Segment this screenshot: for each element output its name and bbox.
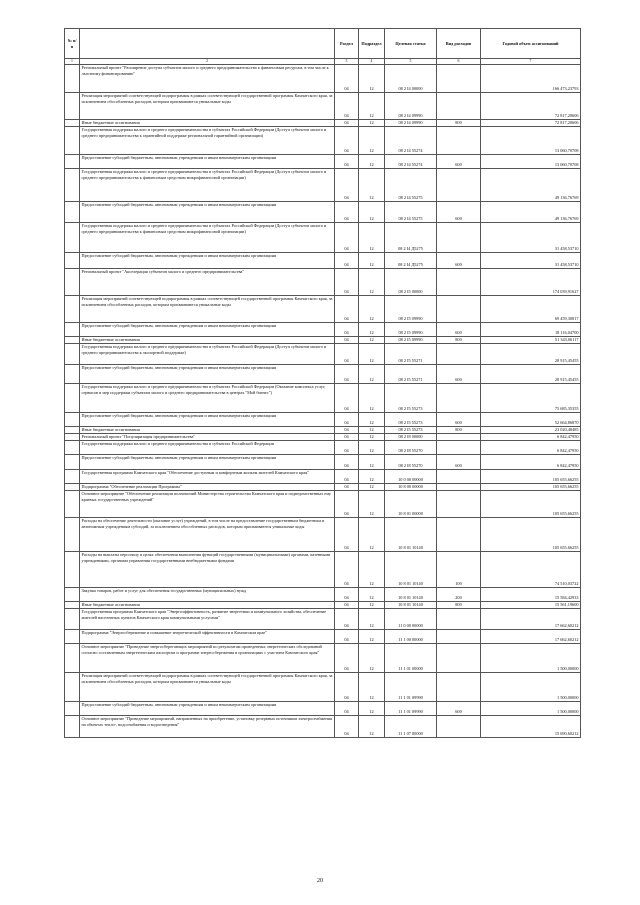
row-amount-cell: 6 842,47950 [481,455,581,470]
row-expense-type-cell: 600 [437,202,481,223]
row-name-cell: Предоставление субсидий бюджетным, автономным учреждениям и иным некоммерческим организациям [80,413,335,427]
row-number-cell [65,441,80,455]
page-number: 20 [317,878,323,884]
row-amount-cell: 174 039,91627 [481,269,581,296]
row-target-article-cell: 10 8 01 00000 [385,491,437,518]
row-target-article-cell: 08 2 I5 55271 [385,365,437,384]
row-section-cell: 04 [335,484,359,491]
row-section-cell: 04 [335,470,359,484]
row-section-cell: 04 [335,155,359,169]
row-amount-cell: 18 116,04700 [481,323,581,337]
table-row [65,269,581,296]
row-name-cell: Региональный проект "Расширение доступа субъектов малого и среднего предпринимательства к финансовым ресурсам, в том числе к льготному финансированию" [80,65,335,93]
table-row [65,384,581,413]
row-name-cell: Государственная программа Камчатского края "Энергоэффективность, развитие энергетики и коммунального хозяйства, обеспечение жителей населенных пунктов Камчатского края коммунальными услугами" [80,609,335,630]
row-name-cell: Иные бюджетные ассигнования [80,602,335,609]
row-subsection-cell: 12 [359,716,385,738]
row-number-cell [65,169,80,202]
row-target-article-cell: 11 0 00 00000 [385,609,437,630]
row-section-cell: 04 [335,491,359,518]
table-row [65,518,581,552]
row-subsection-cell: 12 [359,602,385,609]
header-name [80,29,335,59]
row-subsection-cell: 12 [359,127,385,155]
row-amount-cell: 6 842,47950 [481,441,581,455]
row-section-cell: 04 [335,630,359,644]
row-section-cell: 04 [335,588,359,602]
row-number-cell [65,609,80,630]
row-target-article-cell: 11 1 07 00000 [385,716,437,738]
row-name-cell: Иные бюджетные ассигнования [80,120,335,127]
row-name-cell: Государственная поддержка малого и среднего предпринимательства в субъектах Российской Федерации (Доступ субъектов малого и среднего предпринимательства к финансовым средствам микрофинансовой организации) [80,223,335,253]
row-subsection-cell: 12 [359,702,385,716]
row-amount-cell: 1 500,00000 [481,673,581,702]
row-amount-cell: 28 915,45455 [481,365,581,384]
row-amount-cell: 13 060,70708 [481,127,581,155]
row-name-cell: Государственная поддержка малого и среднего предпринимательства в субъектах Российской Федерации (Доступ субъектов малого и среднего предпринимательства к экспортной поддержке) [80,344,335,365]
table-row [65,365,581,384]
row-section-cell: 04 [335,253,359,269]
table-row [65,93,581,120]
row-subsection-cell: 12 [359,344,385,365]
row-target-article-cell: 10 8 00 00000 [385,484,437,491]
row-amount-cell: 28 915,45455 [481,344,581,365]
row-expense-type-cell [437,470,481,484]
row-target-article-cell: 08 2 I5 09990 [385,323,437,337]
row-expense-type-cell: 100 [437,552,481,588]
row-name-cell: Закупка товаров, работ и услуг для обеспечения государственных (муниципальных) нужд [80,588,335,602]
row-number-cell [65,588,80,602]
row-subsection-cell: 12 [359,120,385,127]
row-target-article-cell: 10 8 01 10140 [385,552,437,588]
row-name-cell: Предоставление субсидий бюджетным, автономным учреждениям и иным некоммерческим организациям [80,365,335,384]
table-row [65,127,581,155]
row-expense-type-cell [437,518,481,552]
header-num: № п/п [65,29,80,59]
table-header-row [65,29,581,59]
row-name-cell: Государственная поддержка малого и среднего предпринимательства в субъектах Российской Федерации (Доступ субъектов малого и среднего предпринимательства к финансовым средствам микрофинансовой организации) [80,169,335,202]
row-target-article-cell: 08 2 I5 55273 [385,384,437,413]
row-section-cell: 04 [335,65,359,93]
row-section-cell: 04 [335,552,359,588]
row-target-article-cell: 11 1 00 00000 [385,630,437,644]
row-target-article-cell: 08 2 I5 09990 [385,337,437,344]
row-expense-type-cell: 600 [437,253,481,269]
row-number-cell [65,630,80,644]
row-amount-cell: 69 459,30817 [481,296,581,323]
row-name-cell: Региональный проект "Акселерация субъектов малого и среднего предпринимательства" [80,269,335,296]
row-amount-cell: 105 655,66255 [481,484,581,491]
row-name-cell: Иные бюджетные ассигнования [80,427,335,434]
row-amount-cell: 1 500,00000 [481,702,581,716]
row-target-article-cell: 08 2 I4 Д5275 [385,253,437,269]
table-row [65,427,581,434]
table-row [65,702,581,716]
row-subsection-cell: 12 [359,455,385,470]
table-row [65,552,581,588]
row-subsection-cell: 12 [359,169,385,202]
header-section: Раздел [335,29,359,59]
row-subsection-cell: 12 [359,202,385,223]
row-subsection-cell: 12 [359,673,385,702]
row-name-cell: Основное мероприятие "Обеспечение реализации полномочий Министерства строительства Камчатского края и подведомственных ему краевых государственных учреждений" [80,491,335,518]
row-number-cell [65,602,80,609]
row-number-cell [65,491,80,518]
row-subsection-cell: 12 [359,644,385,673]
row-subsection-cell: 12 [359,296,385,323]
row-amount-cell: 49 136,76769 [481,169,581,202]
row-section-cell: 04 [335,365,359,384]
row-subsection-cell: 12 [359,484,385,491]
row-subsection-cell: 12 [359,323,385,337]
row-expense-type-cell: 600 [437,155,481,169]
row-expense-type-cell [437,716,481,738]
row-name-cell: Подпрограмма "Энергосбережение и повышение энергетической эффективности в Камчатском крае" [80,630,335,644]
row-section-cell: 04 [335,93,359,120]
table-row [65,673,581,702]
row-section-cell: 04 [335,296,359,323]
header-expense-type: Вид расходов [437,29,481,59]
header-annual-amount: Годовой объем ассигнований [481,29,581,59]
row-subsection-cell: 12 [359,65,385,93]
row-amount-cell: 13 060,70708 [481,155,581,169]
row-number-cell [65,296,80,323]
row-amount-cell: 72 817,20606 [481,93,581,120]
row-number-cell [65,269,80,296]
row-section-cell: 04 [335,441,359,455]
row-section-cell: 04 [335,120,359,127]
row-expense-type-cell [437,344,481,365]
row-subsection-cell: 12 [359,609,385,630]
row-amount-cell: 1 500,00000 [481,644,581,673]
row-number-cell [65,202,80,223]
row-name-cell: Расходы на выплаты персоналу в целях обеспечения выполнения функций государственными (муниципальными) органами, казенными учреждениями, органами управления государственными внебюджетными фондами [80,552,335,588]
row-subsection-cell: 12 [359,588,385,602]
row-amount-cell: 72 817,20606 [481,120,581,127]
row-name-cell: Государственная поддержка малого и среднего предпринимательства в субъектах Российской Федерации (Доступ субъектов малого и среднего предпринимательства к гарантийной поддержке региональной гарантийной организации) [80,127,335,155]
row-target-article-cell: 11 1 01 09990 [385,702,437,716]
row-expense-type-cell [437,630,481,644]
table-row [65,413,581,427]
row-name-cell: Государственная программа Камчатского края "Обеспечение доступным и комфортным жильем жителей Камчатского края" [80,470,335,484]
table-row [65,644,581,673]
table-row [65,65,581,93]
row-subsection-cell: 12 [359,269,385,296]
row-subsection-cell: 12 [359,413,385,427]
row-subsection-cell: 12 [359,518,385,552]
row-expense-type-cell: 600 [437,455,481,470]
row-expense-type-cell [437,673,481,702]
row-number-cell [65,427,80,434]
row-target-article-cell: 10 8 01 10140 [385,518,437,552]
row-name-cell: Иные бюджетные ассигнования [80,337,335,344]
row-name-cell: Предоставление субсидий бюджетным, автономным учреждениям и иным некоммерческим организациям [80,202,335,223]
table-row [65,223,581,253]
column-number: 2 [80,59,335,65]
table-row [65,630,581,644]
row-number-cell [65,455,80,470]
row-number-cell [65,65,80,93]
row-expense-type-cell: 800 [437,120,481,127]
row-target-article-cell: 08 2 I4 55274 [385,127,437,155]
row-name-cell: Предоставление субсидий бюджетным, автономным учреждениям и иным некоммерческим организациям [80,253,335,269]
row-section-cell: 04 [335,337,359,344]
row-expense-type-cell [437,127,481,155]
row-number-cell [65,434,80,441]
row-expense-type-cell: 800 [437,337,481,344]
row-subsection-cell: 12 [359,434,385,441]
row-subsection-cell: 12 [359,223,385,253]
row-amount-cell: 15 561,19600 [481,602,581,609]
row-section-cell: 04 [335,644,359,673]
row-amount-cell: 31 458,53710 [481,253,581,269]
row-section-cell: 04 [335,455,359,470]
column-number: 6 [437,59,481,65]
column-number: 4 [359,59,385,65]
row-subsection-cell: 12 [359,253,385,269]
row-amount-cell: 17 662,60212 [481,630,581,644]
row-expense-type-cell [437,609,481,630]
row-expense-type-cell [437,169,481,202]
row-number-cell [65,518,80,552]
table-row [65,434,581,441]
table-row [65,344,581,365]
row-amount-cell: 75 685,35355 [481,384,581,413]
row-subsection-cell: 12 [359,630,385,644]
table-row [65,337,581,344]
row-expense-type-cell [437,269,481,296]
row-expense-type-cell [437,65,481,93]
row-target-article-cell: 10 8 01 10140 [385,602,437,609]
row-target-article-cell: 10 0 00 00000 [385,470,437,484]
row-section-cell: 04 [335,716,359,738]
row-amount-cell: 105 655,66255 [481,470,581,484]
row-expense-type-cell: 600 [437,365,481,384]
row-amount-cell: 51 343,06117 [481,337,581,344]
row-number-cell [65,223,80,253]
row-section-cell: 04 [335,384,359,413]
table-row [65,253,581,269]
table-row [65,470,581,484]
row-expense-type-cell [437,491,481,518]
row-number-cell [65,384,80,413]
row-subsection-cell: 12 [359,427,385,434]
row-number-cell [65,344,80,365]
row-name-cell: Реализация мероприятий соответствующей подпрограммы в рамках соответствующей государственной программы Камчатского края, за исключением обособленных расходов, которым присваиваются уникальные коды [80,93,335,120]
row-target-article-cell: 11 1 01 00000 [385,644,437,673]
row-amount-cell: 31 458,53710 [481,223,581,253]
row-target-article-cell: 08 2 I8 55270 [385,441,437,455]
row-expense-type-cell [437,93,481,120]
row-target-article-cell: 08 2 I5 55273 [385,413,437,427]
row-number-cell [65,127,80,155]
row-number-cell [65,702,80,716]
row-number-cell [65,552,80,588]
row-section-cell: 04 [335,223,359,253]
row-target-article-cell: 11 1 01 09990 [385,673,437,702]
row-target-article-cell: 08 2 I5 55273 [385,427,437,434]
row-expense-type-cell [437,434,481,441]
row-expense-type-cell [437,223,481,253]
row-number-cell [65,93,80,120]
row-section-cell: 04 [335,344,359,365]
row-expense-type-cell [437,384,481,413]
row-number-cell [65,673,80,702]
row-expense-type-cell [437,644,481,673]
table-row [65,455,581,470]
row-amount-cell: 23 020,48485 [481,427,581,434]
row-expense-type-cell: 600 [437,413,481,427]
row-section-cell: 04 [335,427,359,434]
row-subsection-cell: 12 [359,552,385,588]
table-row [65,491,581,518]
row-section-cell: 04 [335,609,359,630]
row-name-cell: Подпрограмма "Обеспечение реализации Программы" [80,484,335,491]
row-name-cell: Предоставление субсидий бюджетным, автономным учреждениям и иным некоммерческим организациям [80,455,335,470]
row-target-article-cell: 08 2 I4 09990 [385,120,437,127]
row-name-cell: Региональный проект "Популяризация предпринимательства" [80,434,335,441]
row-amount-cell: 105 655,66255 [481,518,581,552]
row-amount-cell: 15 584,42933 [481,588,581,602]
row-section-cell: 04 [335,602,359,609]
row-expense-type-cell: 600 [437,323,481,337]
budget-table [64,28,581,738]
row-number-cell [65,253,80,269]
row-name-cell: Основное мероприятие "Проведение мероприятий, направленных на приобретение, установку резервных источников электроснабжения на объектах тепло-, водоснабжения и водоотведения" [80,716,335,738]
row-name-cell: Основное мероприятие "Проведение энергосберегающих мероприятий по результатам проведенных энергетических обследований согласно составленным энергетическим паспортам и программе энергосбережения в организациях с участием Камчатского края" [80,644,335,673]
row-expense-type-cell: 800 [437,602,481,609]
row-name-cell: Расходы на обеспечение деятельности (оказание услуг) учреждений, в том числе на предоставление государственным бюджетным и автономным учреждениям субсидий, за исключением обособленных расходов, которым присваиваются уникальные коды [80,518,335,552]
row-amount-cell: 49 136,76769 [481,202,581,223]
row-section-cell: 04 [335,202,359,223]
table-row [65,602,581,609]
row-target-article-cell: 08 2 I4 Д5275 [385,223,437,253]
row-subsection-cell: 12 [359,155,385,169]
row-expense-type-cell [437,441,481,455]
row-number-cell [65,365,80,384]
row-amount-cell: 6 842,47950 [481,434,581,441]
row-number-cell [65,644,80,673]
row-number-cell [65,484,80,491]
row-section-cell: 04 [335,323,359,337]
table-row [65,588,581,602]
row-subsection-cell: 12 [359,384,385,413]
row-name-cell: Предоставление субсидий бюджетным, автономным учреждениям и иным некоммерческим организациям [80,323,335,337]
table-row [65,323,581,337]
row-target-article-cell: 08 2 I4 55275 [385,169,437,202]
row-amount-cell: 17 662,60212 [481,609,581,630]
row-subsection-cell: 12 [359,491,385,518]
row-amount-cell: 74 510,03722 [481,552,581,588]
row-target-article-cell: 08 2 I4 00000 [385,65,437,93]
row-amount-cell: 105 655,66255 [481,491,581,518]
row-subsection-cell: 12 [359,337,385,344]
row-number-cell [65,120,80,127]
row-number-cell [65,413,80,427]
column-number: 3 [335,59,359,65]
row-section-cell: 04 [335,127,359,155]
row-target-article-cell: 08 2 I5 00000 [385,269,437,296]
row-name-cell: Предоставление субсидий бюджетным, автономным учреждениям и иным некоммерческим организациям [80,702,335,716]
table-row [65,296,581,323]
row-subsection-cell: 12 [359,365,385,384]
row-section-cell: 04 [335,269,359,296]
table-row [65,484,581,491]
row-section-cell: 04 [335,673,359,702]
row-name-cell: Предоставление субсидий бюджетным, автономным учреждениям и иным некоммерческим организациям [80,155,335,169]
header-target-article: Целевая статья [385,29,437,59]
column-number: 7 [481,59,581,65]
column-number: 1 [65,59,80,65]
table-row [65,169,581,202]
row-target-article-cell: 08 2 I8 55270 [385,455,437,470]
row-target-article-cell: 08 2 I4 55274 [385,155,437,169]
row-name-cell: Государственная поддержка малого и среднего предпринимательства в субъектах Российской Федерации [80,441,335,455]
row-expense-type-cell: 600 [437,702,481,716]
row-subsection-cell: 12 [359,441,385,455]
row-section-cell: 04 [335,518,359,552]
column-number: 5 [385,59,437,65]
row-expense-type-cell: 200 [437,588,481,602]
row-amount-cell: 52 664,86870 [481,413,581,427]
row-target-article-cell: 08 2 I4 09990 [385,93,437,120]
row-section-cell: 04 [335,434,359,441]
row-section-cell: 04 [335,702,359,716]
row-name-cell: Реализация мероприятий соответствующей подпрограммы в рамках соответствующей государственной программы Камчатского края, за исключением обособленных расходов, которым присваиваются уникальные коды [80,673,335,702]
row-section-cell: 04 [335,413,359,427]
table-row [65,716,581,738]
row-subsection-cell: 12 [359,93,385,120]
row-amount-cell: 15 690,60212 [481,716,581,738]
table-row [65,155,581,169]
row-number-cell [65,716,80,738]
row-expense-type-cell [437,484,481,491]
row-number-cell [65,155,80,169]
row-target-article-cell: 08 2 I5 55271 [385,344,437,365]
row-number-cell [65,470,80,484]
row-name-cell: Государственная поддержка малого и среднего предпринимательства в субъектах Российской Федерации (Оказание комплекса услуг, сервисов и мер поддержки субъектам малого и среднего предпринимательства в центрах "Мой бизнес") [80,384,335,413]
row-amount-cell: 166 473,23793 [481,65,581,93]
row-target-article-cell: 08 2 I4 55275 [385,202,437,223]
row-target-article-cell: 08 2 I5 09990 [385,296,437,323]
row-subsection-cell: 12 [359,470,385,484]
table-row [65,120,581,127]
row-target-article-cell: 10 8 01 10140 [385,588,437,602]
row-number-cell [65,323,80,337]
row-name-cell: Реализация мероприятий соответствующей подпрограммы в рамках соответствующей государственной программы Камчатского края, за исключением обособленных расходов, которым присваиваются уникальные коды [80,296,335,323]
row-expense-type-cell [437,296,481,323]
row-number-cell [65,337,80,344]
table-row [65,609,581,630]
row-target-article-cell: 08 2 I8 00000 [385,434,437,441]
row-section-cell: 04 [335,169,359,202]
row-expense-type-cell: 800 [437,427,481,434]
table-body [65,65,581,738]
budget-table-page [64,28,580,738]
header-subsection: Подраздел [359,29,385,59]
table-row [65,202,581,223]
table-row [65,441,581,455]
